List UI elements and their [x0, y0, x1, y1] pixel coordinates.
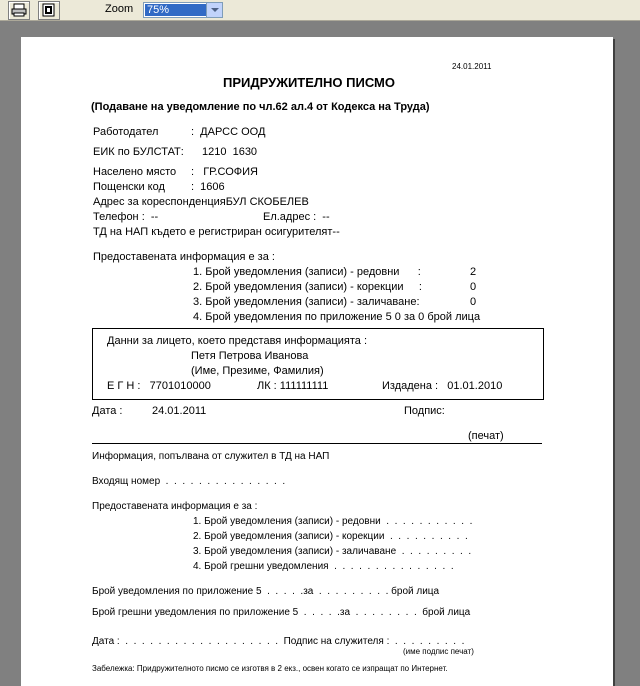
postcode-label: Пощенски код [93, 181, 165, 193]
nap-row-1: 1. Брой уведомления (записи) - редовни . . . . . . . . . . . [193, 516, 473, 527]
document-page [21, 37, 613, 686]
address-line: Адрес за кореспонденцияБУЛ СКОБЕЛЕВ [93, 196, 309, 208]
place-value: : ГР.СОФИЯ [191, 166, 258, 178]
info-row-4: 4. Брой уведомления по приложение 5 0 за 0 брой лица [193, 311, 481, 323]
info-row-1-value: 2 [470, 266, 477, 278]
date-sign-line: Дата : . . . . . . . . . . . . . . . . . . . Подпис на служителя : . . . . . . . . . [92, 636, 465, 647]
employer-label: Работодател [93, 126, 159, 138]
zoom-label: Zoom [105, 3, 134, 15]
phone-label: Телефон : -- [93, 211, 159, 223]
nap-row-2: 2. Брой уведомления (записи) - корекции . . . . . . . . . . [193, 531, 468, 542]
nap-row-3: 3. Брой уведомления (записи) - заличаване . . . . . . . . . [193, 546, 472, 557]
person-lk: ЛК : 111111111 [257, 380, 329, 392]
nap-section: Информация, попълвана от служител в ТД на НАП [92, 451, 330, 462]
employer-value: : ДАРСС ООД [191, 126, 266, 138]
printer-icon [11, 3, 27, 17]
doc-subtitle: (Подаване на уведомление по чл.62 ал.4 от Кодекса на Труда) [91, 101, 430, 113]
divider [92, 443, 542, 444]
person-issued: Издадена : 01.01.2010 [382, 380, 503, 392]
appendix-line: Брой уведомления по приложение 5 . . . . .за . . . . . . . . . брой лица [92, 586, 440, 597]
print-button[interactable] [8, 1, 30, 20]
chevron-down-icon[interactable] [206, 3, 222, 17]
date-value: 24.01.2011 [152, 405, 207, 417]
incoming-number: Входящ номер . . . . . . . . . . . . . . . [92, 476, 286, 487]
person-egn: Е Г Н : 7701010000 [107, 380, 211, 392]
sign-hint: (име подпис печат) [403, 647, 474, 656]
nap-line: ТД на НАП където е регистриран осигурителят-- [93, 226, 340, 238]
doc-title: ПРИДРУЖИТЕЛНО ПИСМО [223, 75, 395, 90]
sign-label: Подпис: [404, 405, 445, 417]
doc-date-top: 24.01.2011 [452, 62, 492, 71]
person-name-hint: (Име, Презиме, Фамилия) [191, 365, 324, 377]
info-row-3-value: 0 [470, 296, 477, 308]
zoom-value: 75% [145, 4, 208, 16]
postcode-value: : 1606 [191, 181, 225, 193]
page-setup-icon [41, 3, 57, 17]
info-row-2: 2. Брой уведомления (записи) - корекции : [193, 281, 422, 293]
email-label: Ел.адрес : -- [263, 211, 330, 223]
person-name: Петя Петрова Иванова [191, 350, 309, 362]
info-row-2-value: 0 [470, 281, 477, 293]
info-heading: Предоставената информация е за : [93, 251, 275, 263]
eik-value: 1210 1630 [202, 146, 258, 158]
person-heading: Данни за лицето, което представя информацията : [107, 335, 368, 347]
info-row-1: 1. Брой уведомления (записи) - редовни : [193, 266, 421, 278]
wrong-line: Брой грешни уведомления по приложение 5 . . . . .за . . . . . . . . брой лица [92, 607, 471, 618]
stamp-label: (печат) [468, 430, 504, 442]
date-label: Дата : [92, 405, 123, 417]
toolbar [0, 0, 640, 21]
info-heading-2: Предоставената информация е за : [92, 501, 258, 512]
page-setup-button[interactable] [38, 1, 60, 20]
info-row-3: 3. Брой уведомления (записи) - заличаване: [193, 296, 420, 308]
place-label: Населено място [93, 166, 177, 178]
note: Забележка: Придружителното писмо се изготвя в 2 екз., освен когато се изпращат по Интернет. [92, 664, 448, 673]
nap-row-4: 4. Брой грешни уведомления . . . . . . . . . . . . . . . [193, 561, 454, 572]
zoom-select[interactable] [143, 2, 223, 18]
eik-label: ЕИК по БУЛСТАТ: [93, 146, 184, 158]
